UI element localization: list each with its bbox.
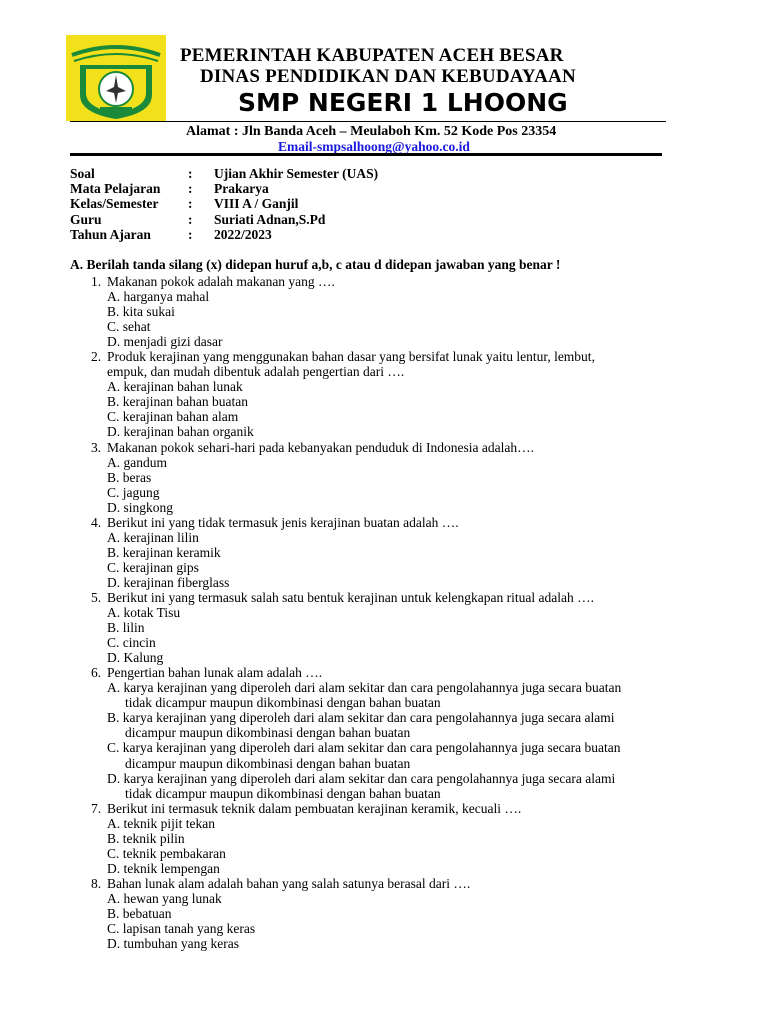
answer-option: A. harganya mahal (107, 289, 210, 305)
instruction: A. Berilah tanda silang (x) didepan huruf a,b, c atau d didepan jawaban yang benar ! (70, 257, 561, 272)
answer-option: D. menjadi gizi dasar (107, 334, 223, 350)
question-number: 8. (91, 875, 102, 891)
exam-info-value: 2022/2023 (214, 226, 272, 242)
question-line (70, 440, 700, 455)
exam-info-colon: : (188, 226, 193, 242)
answer-option: C. kerajinan bahan alam (107, 409, 239, 425)
answer-option: D. Kalung (107, 650, 164, 666)
answer-option: C. karya kerajinan yang diperoleh dari alam sekitar dan cara pengolahannya juga secara buatan (107, 740, 621, 756)
exam-info-key: Mata Pelajaran (70, 181, 161, 197)
question-line (70, 801, 700, 816)
answer-option: dicampur maupun dikombinasi dengan bahan buatan (125, 725, 411, 741)
answer-option: C. cincin (107, 635, 156, 651)
school-address: Alamat : Jln Banda Aceh – Meulaboh Km. 52 Kode Pos 23354 (186, 124, 557, 139)
question-number: 3. (91, 439, 102, 455)
answer-option: A. kotak Tisu (107, 605, 181, 621)
exam-info-key: Guru (70, 211, 102, 227)
answer-option: C. lapisan tanah yang keras (107, 921, 256, 937)
exam-info-key: Kelas/Semester (70, 196, 159, 212)
answer-option: B. bebatuan (107, 905, 172, 921)
question (70, 665, 700, 800)
question-text: Produk kerajinan yang menggunakan bahan dasar yang bersifat lunak yaitu lentur, lembut, (107, 349, 595, 365)
answer-option: A. teknik pijit tekan (107, 815, 215, 831)
answer-option: B. karya kerajinan yang diperoleh dari alam sekitar dan cara pengolahannya juga secara alami (107, 710, 615, 726)
school-email: Email-smpsalhoong@yahoo.co.id (278, 139, 470, 154)
exam-info-row (70, 227, 378, 242)
answer-option: D. karya kerajinan yang diperoleh dari alam sekitar dan cara pengolahannya juga secara alami (107, 770, 616, 786)
question-line (70, 665, 700, 680)
question-text: empuk, dan mudah dibentuk adalah pengertian dari …. (107, 364, 405, 380)
answer-option: tidak dicampur maupun dikombinasi dengan bahan buatan (125, 695, 441, 711)
question-text: Makanan pokok adalah makanan yang …. (107, 274, 335, 289)
answer-option: A. hewan yang lunak (107, 890, 222, 906)
question (70, 440, 700, 515)
question-number: 6. (91, 665, 102, 681)
exam-info-row (70, 196, 378, 211)
question (70, 590, 700, 665)
question-list (70, 274, 700, 951)
question-line (70, 274, 700, 289)
question-text: Berikut ini yang termasuk salah satu bentuk kerajinan untuk kelengkapan ritual adalah …. (107, 589, 594, 605)
question-line (70, 515, 700, 530)
exam-info-key: Tahun Ajaran (70, 226, 151, 242)
answer-option: D. teknik lempengan (107, 860, 220, 876)
answer-option: D. singkong (107, 499, 174, 515)
answer-option: C. jagung (107, 484, 160, 500)
answer-option: C. sehat (107, 319, 151, 335)
question (70, 274, 700, 349)
question-text: Bahan lunak alam adalah bahan yang salah satunya berasal dari …. (107, 875, 471, 891)
exam-info-value: Ujian Akhir Semester (UAS) (214, 166, 379, 181)
header-divider-thin (70, 121, 666, 122)
department-heading: DINAS PENDIDIKAN DAN KEBUDAYAAN (200, 66, 576, 87)
exam-info-colon: : (188, 181, 193, 197)
exam-info (70, 166, 378, 242)
exam-info-value: Prakarya (214, 181, 269, 197)
exam-info-colon: : (188, 166, 193, 181)
exam-info-row (70, 212, 378, 227)
answer-option: B. kerajinan keramik (107, 544, 221, 560)
government-heading: PEMERINTAH KABUPATEN ACEH BESAR (180, 45, 564, 66)
question-text: Berikut ini yang tidak termasuk jenis kerajinan buatan adalah …. (107, 514, 459, 530)
exam-info-value: VIII A / Ganjil (214, 196, 299, 212)
answer-option: B. lilin (107, 620, 145, 636)
exam-info-colon: : (188, 196, 193, 212)
answer-option: D. kerajinan bahan organik (107, 424, 254, 440)
question-number: 1. (91, 274, 102, 289)
question-line (70, 590, 700, 605)
question-number: 2. (91, 349, 102, 365)
exam-info-value: Suriati Adnan,S.Pd (214, 211, 326, 227)
answer-option: A. kerajinan bahan lunak (107, 379, 243, 395)
answer-option: B. beras (107, 469, 152, 485)
answer-option: A. karya kerajinan yang diperoleh dari alam sekitar dan cara pengolahannya juga secara buatan (107, 680, 622, 696)
answer-option: B. kerajinan bahan buatan (107, 394, 248, 410)
question-text: Pengertian bahan lunak alam adalah …. (107, 665, 323, 681)
answer-option: D. tumbuhan yang keras (107, 936, 239, 952)
exam-info-row (70, 166, 378, 181)
answer-option: tidak dicampur maupun dikombinasi dengan bahan buatan (125, 785, 441, 801)
question-text: Berikut ini termasuk teknik dalam pembuatan kerajinan keramik, kecuali …. (107, 800, 522, 816)
regency-logo (66, 35, 166, 121)
answer-option: B. kita sukai (107, 304, 175, 320)
answer-option: D. kerajinan fiberglass (107, 574, 230, 590)
answer-option: A. kerajinan lilin (107, 529, 199, 545)
question (70, 801, 700, 876)
school-name: SMP NEGERI 1 LHOONG (238, 88, 568, 117)
question-text: Makanan pokok sehari-hari pada kebanyakan penduduk di Indonesia adalah…. (107, 439, 534, 455)
question-line (70, 876, 700, 891)
question-line (70, 349, 700, 364)
question (70, 515, 700, 590)
answer-option: B. teknik pilin (107, 830, 185, 846)
question (70, 876, 700, 951)
header-divider-thick (70, 153, 662, 156)
answer-option: C. teknik pembakaran (107, 845, 226, 861)
question-number: 5. (91, 589, 102, 605)
answer-option: A. gandum (107, 454, 167, 470)
answer-option: dicampur maupun dikombinasi dengan bahan buatan (125, 755, 411, 771)
answer-option: C. kerajinan gips (107, 559, 199, 575)
exam-info-colon: : (188, 211, 193, 227)
question (70, 349, 700, 439)
exam-info-row (70, 181, 378, 196)
question-number: 4. (91, 514, 102, 530)
exam-info-key: Soal (70, 166, 95, 181)
question-number: 7. (91, 800, 102, 816)
